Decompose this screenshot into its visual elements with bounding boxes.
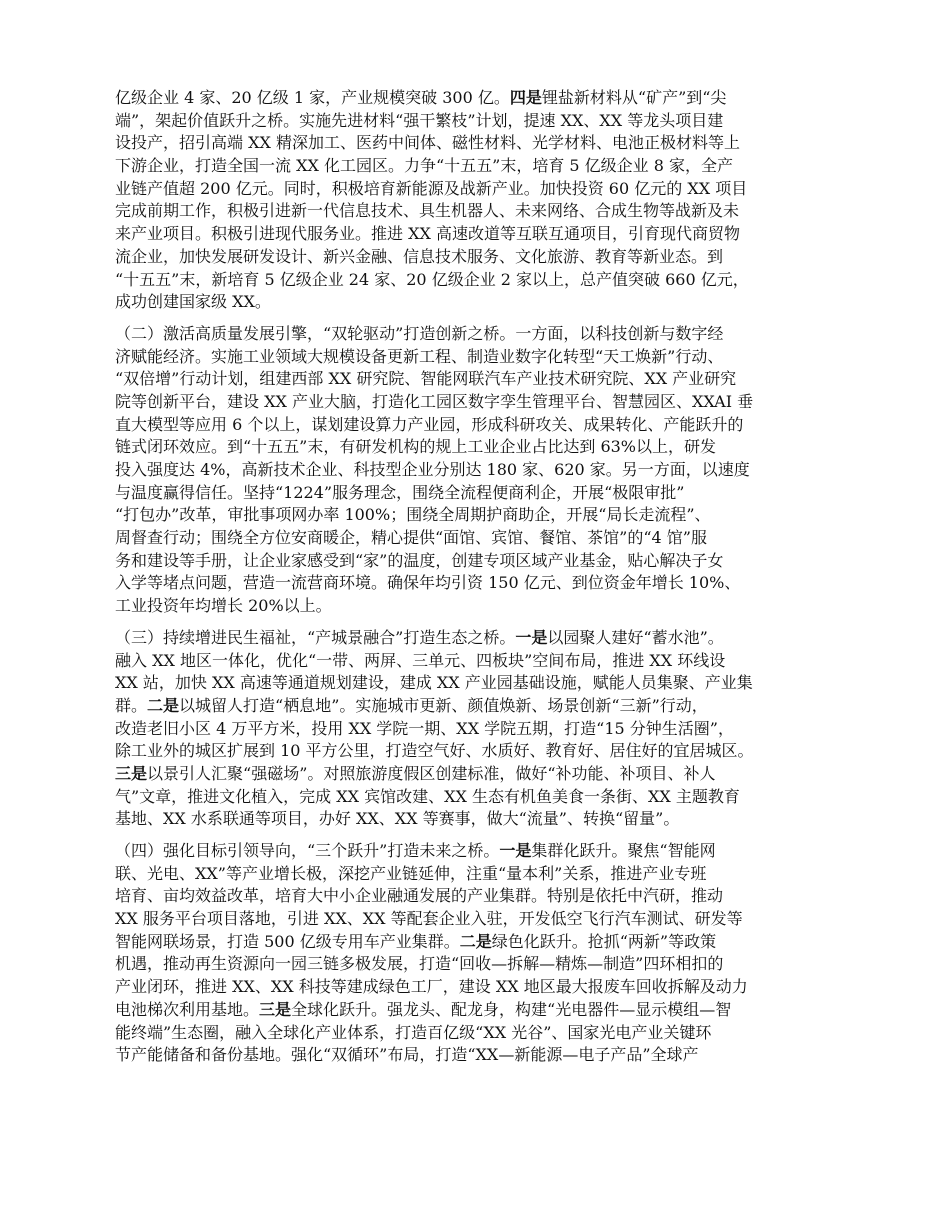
text-segment: 智能网联场景，打造 500 亿级专用车产业集群。 <box>115 931 460 951</box>
paragraph <box>115 87 840 314</box>
text-line <box>115 999 840 1022</box>
text-line <box>115 459 840 482</box>
text-line <box>115 414 840 437</box>
text-line <box>115 436 840 459</box>
text-line <box>115 908 840 931</box>
text-line <box>115 672 840 695</box>
text-line <box>115 572 840 595</box>
text-segment: 群。 <box>115 695 148 715</box>
bold-lead-phrase: 三是 <box>259 999 292 1019</box>
text-line <box>115 200 840 223</box>
text-line <box>115 504 840 527</box>
text-segment: 直大模型等应用 6 个以上，谋划建设算力产业园，形成科研攻关、成果转化、产能跃升的 <box>115 414 744 434</box>
text-line <box>115 863 840 886</box>
text-line <box>115 786 840 809</box>
text-line <box>115 1022 840 1045</box>
text-line <box>115 527 840 550</box>
text-segment: 以园聚人建好“蓄水池”。 <box>547 627 724 647</box>
text-line <box>115 953 840 976</box>
text-segment: 以景引人汇聚“强磁场”。对照旅游度假区创建标准，做好“补功能、补项目、补人 <box>147 763 716 783</box>
text-line <box>115 132 840 155</box>
text-segment: 济赋能经济。实施工业领域大规模设备更新工程、制造业数字化转型“天工焕新”行动、 <box>115 346 724 366</box>
bold-lead-phrase: 三是 <box>115 763 148 783</box>
text-segment: 与温度赢得信任。坚持“1224”服务理念，围绕全流程便商利企，开展“极限审批” <box>115 482 685 502</box>
bold-lead-phrase: 二是 <box>147 695 180 715</box>
text-segment: （三）持续增进民生福祉，“产城景融合”打造生态之桥。 <box>115 627 516 647</box>
text-segment: （二）激活高质量发展引擎，“双轮驱动”打造创新之桥。一方面，以科技创新与数字经 <box>115 323 724 343</box>
text-segment: 院等创新平台，建设 XX 产业大脑，打造化工园区数字孪生管理平台、智慧园区、XXAI 垂 <box>115 391 754 411</box>
text-segment: 气”文章，推进文化植入，完成 XX 宾馆改建、XX 生态有机鱼美食一条街、XX 主题教育 <box>115 786 740 806</box>
text-segment: XX 服务平台项目落地，引进 XX、XX 等配套企业入驻，开发低空飞行汽车测试、研发等 <box>115 909 743 929</box>
text-segment: “打包办”改革，审批事项网办率 100%；围绕全周期护商助企，开展“局长走流程”、 <box>115 505 711 525</box>
text-line <box>115 595 840 618</box>
paragraph <box>115 627 840 831</box>
paragraph <box>115 323 840 618</box>
text-segment: 以城留人打造“栖息地”。实施城市更新、颜值焕新、场景创新“三新”行动， <box>179 695 708 715</box>
text-segment: “双倍增”行动计划，组建西部 XX 研究院、智能网联汽车产业技术研究院、XX 产业研究 <box>115 369 737 389</box>
document-body <box>115 87 840 1076</box>
bold-lead-phrase: 二是 <box>459 931 492 951</box>
text-line <box>115 627 840 650</box>
text-segment: 链式闭环效应。到“十五五”末，有研发机构的规上工业企业占比达到 63%以上，研发 <box>115 437 717 457</box>
text-line <box>115 482 840 505</box>
text-segment: 节产能储备和备份基地。强化“双循环”布局，打造“XX—新能源—电子产品”全球产 <box>115 1045 699 1065</box>
text-segment: 周督查行动；围绕全方位安商暖企，精心提供“面馆、宾馆、餐馆、茶馆”的“4 馆”服 <box>115 528 707 548</box>
text-segment: 融入 XX 地区一体化，优化“一带、两屏、三单元、四板块”空间布局，推进 XX 环线设 <box>115 650 726 670</box>
text-segment: 集群化跃升。聚焦“智能网 <box>531 841 716 860</box>
text-segment: 能终端”生态圈，融入全球化产业体系，打造百亿级“XX 光谷”、国家光电产业关键环 <box>115 1022 712 1042</box>
text-line <box>115 885 840 908</box>
text-segment: 入学等堵点问题，营造一流营商环境。确保年均引资 150 亿元、到位资金年增长 10%、 <box>115 573 741 593</box>
text-line <box>115 931 840 954</box>
text-segment: 成功创建国家级 XX。 <box>115 292 271 312</box>
text-segment: XX 站，加快 XX 高速等通道规划建设，建成 XX 产业园基础设施，赋能人员集聚、产业集 <box>115 673 753 693</box>
text-line <box>115 740 840 763</box>
text-line <box>115 246 840 269</box>
text-line <box>115 976 840 999</box>
text-segment: 机遇，推动再生资源向一园三链多极发展，打造“回收—拆解—精炼—制造”四环相扣的 <box>115 954 724 974</box>
text-segment: 全球化跃升。强龙头、配龙身，构建“光电器件—显示模组—智 <box>291 999 732 1019</box>
text-segment: 业链产值超 200 亿元。同时，积极培育新能源及战新产业。加快投资 60 亿元的 XX 项目 <box>115 178 748 198</box>
bold-lead-phrase: 四是 <box>509 88 542 107</box>
text-line <box>115 346 840 369</box>
text-segment: 下游企业，打造全国一流 XX 化工园区。力争“十五五”末，培育 5 亿级企业 8 家，全产 <box>115 156 734 176</box>
bold-lead-phrase: 一是 <box>499 841 532 860</box>
text-segment: 完成前期工作，积极引进新一代信息技术、具生机器人、未来网络、合成生物等战新及未 <box>115 201 740 221</box>
text-line <box>115 87 840 110</box>
text-line <box>115 323 840 346</box>
text-segment: 培育、亩均效益改革，培育大中小企业融通发展的产业集群。特别是依托中汽研，推动 <box>115 886 724 906</box>
text-line <box>115 391 840 414</box>
text-line <box>115 718 840 741</box>
bold-lead-phrase: 一是 <box>515 627 548 647</box>
text-line <box>115 178 840 201</box>
text-segment: 电池梯次利用基地。 <box>115 999 260 1019</box>
text-line <box>115 110 840 133</box>
text-segment: 投入强度达 4%，高新技术企业、科技型企业分别达 180 家、620 家。另一方面，以速度 <box>115 460 750 479</box>
text-segment: 工业投资年均增长 20%以上。 <box>115 596 332 616</box>
text-segment: 亿级企业 4 家、20 亿级 1 家，产业规模突破 300 亿。 <box>115 88 510 107</box>
text-segment: 来产业项目。积极引进现代服务业。推进 XX 高速改道等互联互通项目，引育现代商贸物 <box>115 224 740 244</box>
text-segment: 端”，架起价值跃升之桥。实施先进材料“强干繁枝”计划，提速 XX、XX 等龙头项目建 <box>115 110 724 130</box>
text-line <box>115 291 840 314</box>
text-segment: “十五五”末，新培育 5 亿级企业 24 家、20 亿级企业 2 家以上，总产值突破 660 亿元， <box>115 269 749 289</box>
text-line <box>115 1044 840 1067</box>
text-segment: 联、光电、XX”等产业增长极，深挖产业链延伸，注重“量本利”关系，推进产业专班 <box>115 863 707 883</box>
text-segment: 改造老旧小区 4 万平方米，投用 XX 学院一期、XX 学院五期，打造“15 分钟生活圈”， <box>115 718 734 738</box>
text-segment: 锂盐新材料从“矿产”到“尖 <box>541 88 727 107</box>
text-segment: 基地、XX 水系联通等项目，办好 XX、XX 等赛事，做大“流量”、转换“留量”。 <box>115 809 680 829</box>
text-line <box>115 155 840 178</box>
text-line <box>115 650 840 673</box>
text-line <box>115 840 840 863</box>
text-line <box>115 223 840 246</box>
text-segment: 务和建设等手册，让企业家感受到“家”的温度，创建专项区域产业基金，贴心解决子女 <box>115 550 724 570</box>
text-line <box>115 808 840 831</box>
text-line <box>115 763 840 786</box>
text-line <box>115 368 840 391</box>
text-segment: （四）强化目标引领导向，“三个跃升”打造未来之桥。 <box>115 841 500 860</box>
text-segment: 除工业外的城区扩展到 10 平方公里，打造空气好、水质好、教育好、居住好的宜居城区。 <box>115 741 754 761</box>
text-line <box>115 550 840 573</box>
text-segment: 设投产，招引高端 XX 精深加工、医药中间体、磁性材料、光学材料、电池正极材料等上 <box>115 133 740 153</box>
paragraph <box>115 840 840 1067</box>
text-line <box>115 269 840 292</box>
text-segment: 绿色化跃升。抢抓“两新”等政策 <box>491 931 717 951</box>
text-line <box>115 695 840 718</box>
text-segment: 流企业，加快发展研发设计、新兴金融、信息技术服务、文化旅游、教育等新业态。到 <box>115 246 724 266</box>
text-segment: 产业闭环，推进 XX、XX 科技等建成绿色工厂，建设 XX 地区最大报废车回收拆解及动力 <box>115 977 748 997</box>
